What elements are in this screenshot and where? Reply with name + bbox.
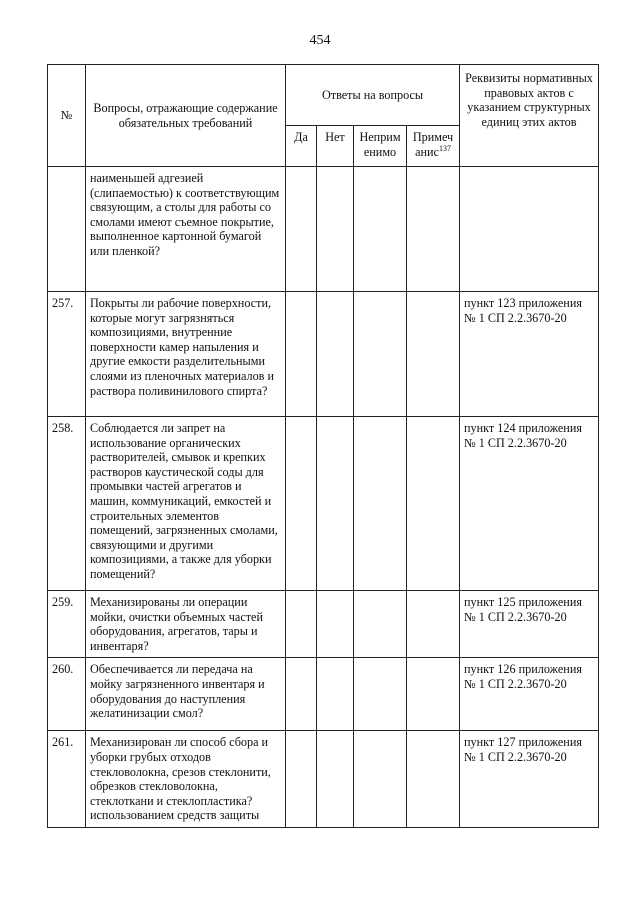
answer-note-cell[interactable] (407, 591, 460, 658)
answer-na-cell[interactable] (354, 292, 407, 417)
header-answers: Ответы на вопросы (286, 65, 460, 126)
answer-no-cell[interactable] (317, 591, 354, 658)
answer-note-cell[interactable] (407, 658, 460, 731)
header-requisites: Реквизиты нормативных правовых актов с указанием структурных единиц этих актов (460, 65, 599, 167)
answer-na-cell[interactable] (354, 731, 407, 828)
table-row (48, 167, 599, 292)
table-row (48, 292, 599, 417)
row-number: 258. (48, 417, 86, 591)
table-row (48, 591, 599, 658)
header-num: № (48, 65, 86, 167)
row-requisite: пункт 127 приложения № 1 СП 2.2.3670-20 (460, 731, 599, 828)
answer-yes-cell[interactable] (286, 658, 317, 731)
header-not-applicable: Неприм енимо (354, 126, 407, 167)
row-number: 261. (48, 731, 86, 828)
answer-no-cell[interactable] (317, 731, 354, 828)
row-question: Соблюдается ли запрет на использование органических растворителей, смывок и крепких растворов каустической соды для промывки частей агрегатов и машин, коммуникаций, емкостей и строительных элементов помещений, загрязненных смолами, связующими и другими композициями, а также для уборки помещений? (86, 417, 286, 591)
checklist-table (47, 64, 599, 828)
row-requisite: пункт 123 приложения № 1 СП 2.2.3670-20 (460, 292, 599, 417)
row-question: Обеспечивается ли передача на мойку загрязненного инвентаря и оборудования до наступления желатинизации смол? (86, 658, 286, 731)
answer-note-cell[interactable] (407, 731, 460, 828)
row-requisite: пункт 126 приложения № 1 СП 2.2.3670-20 (460, 658, 599, 731)
answer-yes-cell[interactable] (286, 591, 317, 658)
answer-na-cell[interactable] (354, 167, 407, 292)
row-question: Покрыты ли рабочие поверхности, которые могут загрязняться композициями, внутренние поверхности камер напыления и другие емкости разделительными слоями из пленочных материалов и раствора поливинилового спирта? (86, 292, 286, 417)
header-no: Нет (317, 126, 354, 167)
answer-note-cell[interactable] (407, 292, 460, 417)
answer-yes-cell[interactable] (286, 731, 317, 828)
row-requisite (460, 167, 599, 292)
answer-na-cell[interactable] (354, 417, 407, 591)
answer-yes-cell[interactable] (286, 167, 317, 292)
answer-na-cell[interactable] (354, 591, 407, 658)
page-number: 454 (309, 33, 331, 48)
answer-na-cell[interactable] (354, 658, 407, 731)
header-yes: Да (286, 126, 317, 167)
answer-yes-cell[interactable] (286, 417, 317, 591)
row-number: 259. (48, 591, 86, 658)
answer-no-cell[interactable] (317, 292, 354, 417)
answer-no-cell[interactable] (317, 167, 354, 292)
footnote-marker: 137 (438, 143, 451, 153)
answer-no-cell[interactable] (317, 417, 354, 591)
row-requisite: пункт 125 приложения № 1 СП 2.2.3670-20 (460, 591, 599, 658)
table-row (48, 731, 599, 828)
row-question: наименьшей адгезией (слипаемостью) к соответствующим связующим, а столы для работы со смолами имеют съемное покрытие, выполненное картонной бумагой или пленкой? (86, 167, 286, 292)
answer-note-cell[interactable] (407, 417, 460, 591)
table-row (48, 658, 599, 731)
row-number (48, 167, 86, 292)
row-question: Механизированы ли операции мойки, очистки объемных частей оборудования, агрегатов, тары и инвентаря? (86, 591, 286, 658)
row-question: Механизирован ли способ сбора и уборки грубых отходов стекловолокна, срезов стеклонити, обрезков стекловолокна, стеклоткани и стеклопластика? использованием средств защиты (86, 731, 286, 828)
answer-yes-cell[interactable] (286, 292, 317, 417)
row-requisite: пункт 124 приложения № 1 СП 2.2.3670-20 (460, 417, 599, 591)
header-note: Примеч анис$^{137}$ (407, 126, 460, 167)
header-questions: Вопросы, отражающие содержание обязательных требований (86, 65, 286, 167)
row-number: 257. (48, 292, 86, 417)
row-number: 260. (48, 658, 86, 731)
answer-no-cell[interactable] (317, 658, 354, 731)
answer-note-cell[interactable] (407, 167, 460, 292)
table-row (48, 417, 599, 591)
